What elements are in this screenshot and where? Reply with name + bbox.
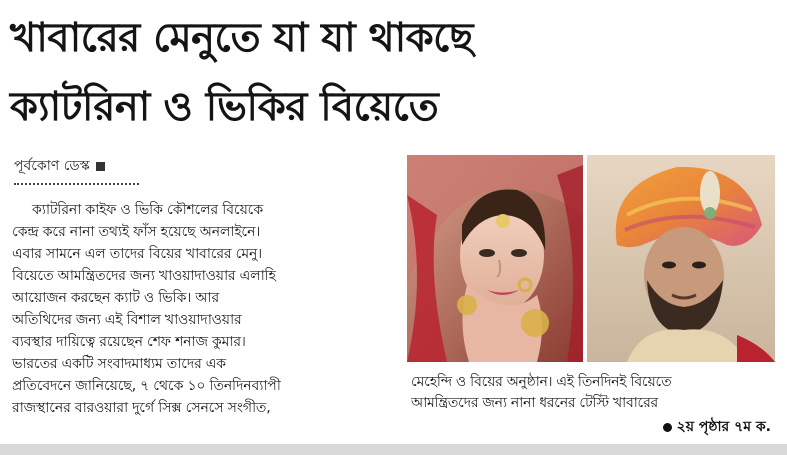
- body-line: অতিথিদের জন্য এই বিশাল খাওয়াদাওয়ার: [12, 312, 242, 328]
- article-body: [12, 199, 392, 419]
- body-line: আয়োজন করছেন ক্যাট ও ভিকি। আর: [12, 290, 219, 306]
- photo-caption-line-1: মেহেন্দি ও বিয়ের অনুষ্ঠান। এই তিনদিনই বিয়েতে: [411, 374, 672, 390]
- groom-illustration: [587, 155, 775, 362]
- photo-bride: [407, 155, 583, 362]
- bride-illustration: [407, 155, 583, 362]
- body-line: ব্যবস্থার দায়িত্বে রয়েছেন শেফ শনাজ কুমার।: [12, 334, 246, 350]
- continued-on-page: [663, 415, 771, 439]
- headline-line-1: খাবারের মেনুতে যা যা থাকছে: [10, 15, 473, 61]
- photo-groom: [587, 155, 775, 362]
- bottom-border: [0, 444, 787, 455]
- body-line: বিয়েতে আমন্ত্রিতদের জন্য খাওয়াদাওয়ার এলাহি: [12, 268, 276, 284]
- byline-text: পূর্বকোণ ডেস্ক: [14, 158, 90, 174]
- byline-square-icon: [96, 162, 105, 171]
- body-line: কেন্দ্র করে নানা তথ্যই ফাঁস হয়েছে অনলাইনে।: [12, 224, 261, 240]
- body-line: রাজস্থানের বারওয়ারা দুর্গে সিক্স সেনসে সংগীত,: [12, 400, 271, 416]
- body-line: এবার সামনে এল তাদের বিয়ের খাবারের মেনু।: [12, 246, 262, 262]
- continued-text: ২য় পৃষ্ঠার ৭ম ক.: [676, 419, 771, 435]
- body-line: ক্যাটরিনা কাইফ ও ভিকি কৌশলের বিয়েকে: [32, 202, 263, 218]
- body-line: প্রতিবেদনে জানিয়েছে, ৭ থেকে ১০ তিনদিনব্যাপী: [12, 378, 281, 394]
- bullet-dot-icon: [663, 423, 672, 432]
- photo-caption-line-2: আমন্ত্রিতদের জন্য নানা ধরনের টেস্টি খাবারের: [411, 395, 658, 411]
- byline-dotted-divider: [14, 183, 139, 185]
- body-line: ভারতের একটি সংবাদমাধ্যম তাদের এক: [12, 356, 226, 372]
- headline-line-2: ক্যাটরিনা ও ভিকির বিয়েতে: [10, 84, 439, 130]
- byline: [14, 154, 105, 178]
